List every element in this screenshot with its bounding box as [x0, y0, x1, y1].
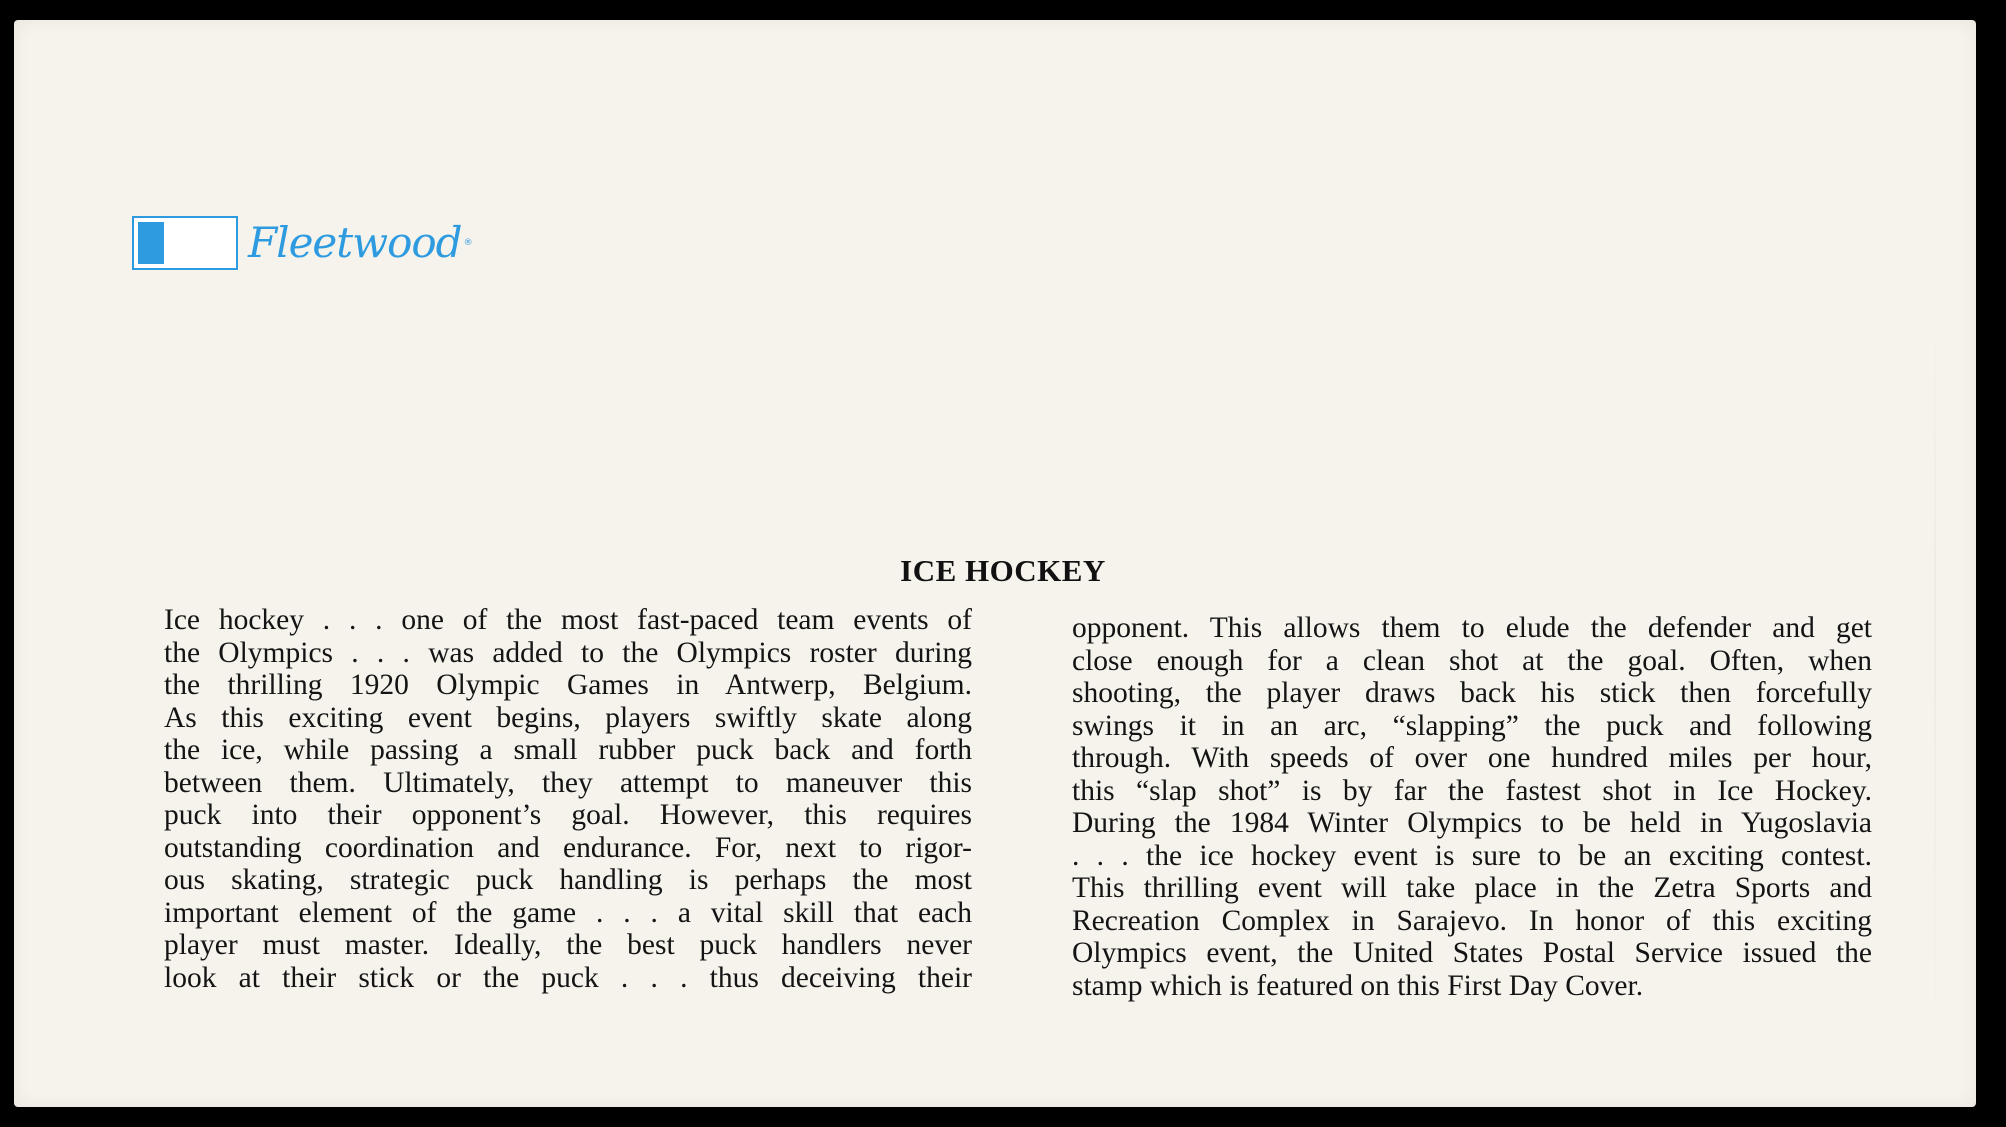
- article-title: ICE HOCKEY: [900, 553, 1106, 588]
- text-line: As this exciting event begins, players swiftly skate along: [164, 701, 972, 734]
- text-line: important element of the game . . . a vital skill that each: [164, 896, 972, 929]
- text-line: swings it in an arc, “slapping” the puck and following: [1072, 709, 1872, 742]
- registered-mark: ®: [463, 238, 473, 248]
- article-column-left: [164, 604, 972, 994]
- text-line: This thrilling event will take place in the Zetra Sports and: [1072, 872, 1872, 904]
- text-line: Olympics event, the United States Postal Service issued the: [1072, 937, 1872, 969]
- text-line: Ice hockey . . . one of the most fast-paced team events of: [164, 604, 972, 636]
- text-line: stamp which is featured on this First Day Cover.: [1072, 969, 1644, 1002]
- text-line: between them. Ultimately, they attempt to maneuver this: [164, 766, 972, 799]
- text-line: the thrilling 1920 Olympic Games in Antwerp, Belgium.: [164, 669, 972, 701]
- text-line: look at their stick or the puck . . . thus deceiving their: [164, 961, 972, 994]
- text-line: through. With speeds of over one hundred miles per hour,: [1072, 742, 1872, 774]
- text-line: the ice, while passing a small rubber puck back and forth: [164, 734, 972, 766]
- text-line: close enough for a clean shot at the goal. Often, when: [1072, 644, 1872, 677]
- text-line: Recreation Complex in Sarajevo. In honor of this exciting: [1072, 904, 1872, 937]
- fleetwood-logo: [132, 216, 473, 270]
- logo-wordmark: Fleetwood: [248, 218, 462, 267]
- text-line: During the 1984 Winter Olympics to be held in Yugoslavia: [1072, 807, 1872, 839]
- text-line: the Olympics . . . was added to the Olympics roster during: [164, 636, 972, 669]
- text-line: shooting, the player draws back his stick then forcefully: [1072, 677, 1872, 709]
- envelope-fold: [1934, 280, 1936, 1100]
- text-line: ous skating, strategic puck handling is perhaps the most: [164, 864, 972, 896]
- logo-square-icon: [132, 216, 238, 270]
- text-line: this “slap shot” is by far the fastest shot in Ice Hockey.: [1072, 774, 1872, 807]
- text-line: opponent. This allows them to elude the defender and get: [1072, 612, 1872, 644]
- article-column-right: [1072, 612, 1872, 1002]
- text-line: puck into their opponent’s goal. However, this requires: [164, 799, 972, 831]
- text-line: . . . the ice hockey event is sure to be an exciting contest.: [1072, 839, 1872, 872]
- text-line: player must master. Ideally, the best puck handlers never: [164, 929, 972, 961]
- text-line: outstanding coordination and endurance. For, next to rigor-: [164, 831, 972, 864]
